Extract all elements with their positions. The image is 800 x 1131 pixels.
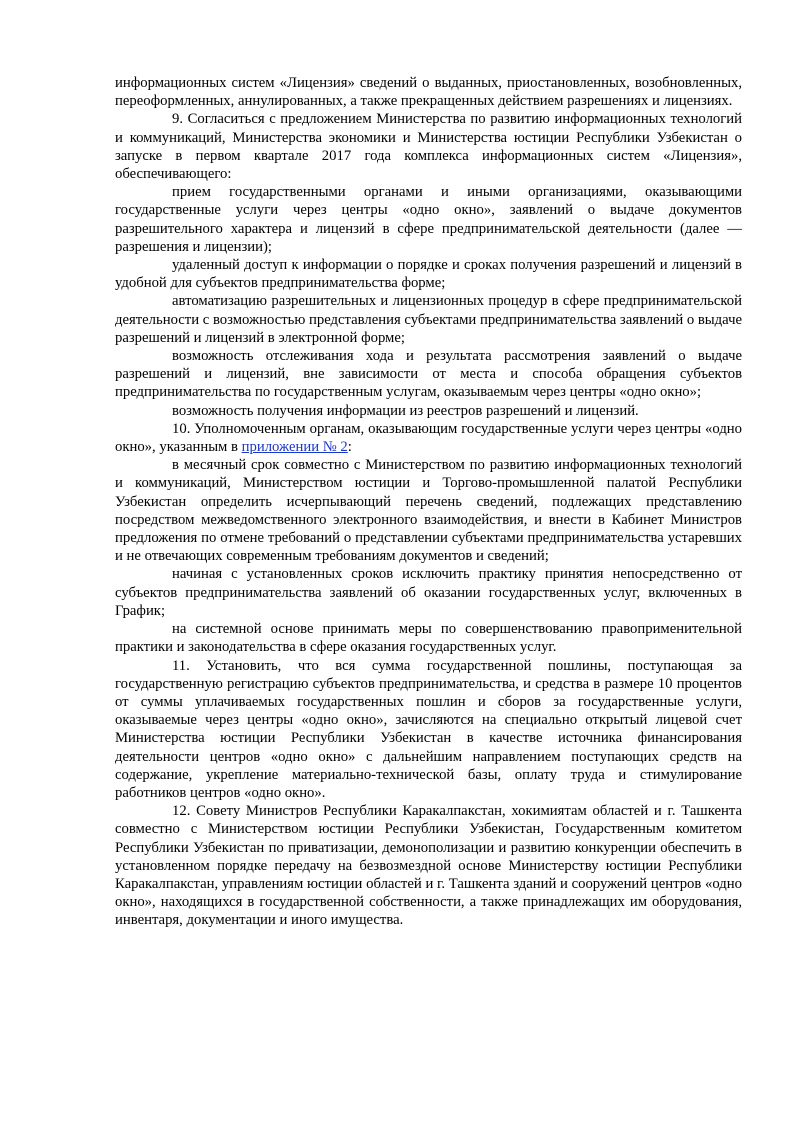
paragraph-item-10 bbox=[115, 420, 742, 456]
subparagraph-systematic-measures: на системной основе принимать меры по совершенствованию правоприменительной практики и законодательства в сфере оказания государственных услуг. bbox=[115, 621, 742, 656]
document-page bbox=[115, 74, 742, 930]
item-10-text-after: : bbox=[347, 439, 352, 456]
paragraph-item-9: 9. Согласиться с предложением Министерства по развитию информационных технологий и коммуникаций, Министерства экономики и Министерства юстиции Республики Узбекистан о запуске в первом квартале 2017 года комплекса информационных систем «Лицензия», обеспечивающего: bbox=[115, 111, 742, 183]
paragraph-continuation: информационных систем «Лицензия» сведений о выданных, приостановленных, возобновленных, переоформленных, аннулированных, а также прекращенных действием разрешениях и лицензиях. bbox=[115, 75, 742, 110]
subparagraph-reception: прием государственными органами и иными организациями, оказывающими государственные услуги через центры «одно окно», заявлений о выдаче документов разрешительного характера и лицензий в сфере предпринимательской деятельности (далее — разрешения и лицензии); bbox=[115, 184, 742, 255]
subparagraph-tracking: возможность отслеживания хода и результата рассмотрения заявлений о выдаче разрешений и лицензий, вне зависимости от места и способа обращения субъектов предпринимательства по государственным услугам, оказываемым через центры «одно окно»; bbox=[115, 348, 742, 401]
paragraph-item-12: 12. Совету Министров Республики Каракалпакстан, хокимиятам областей и г. Ташкента совместно с Министерством юстиции Республики Узбекистан, Государственным комитетом Республики Узбекистан по приватизации, демонополизации и развитию конкуренции обеспечить в установленном порядке передачу на безвозмездной основе Министерству юстиции Республики Каракалпакстан, управлениям юстиции областей и г. Ташкента зданий и сооружений центров «одно окно», находящихся в государственной собственности, а также принадлежащих им оборудования, инвентаря, документации и иного имущества. bbox=[115, 803, 742, 929]
appendix-2-link[interactable]: приложении № 2 bbox=[241, 439, 348, 456]
paragraph-item-11: 11. Установить, что вся сумма государственной пошлины, поступающая за государственную регистрацию субъектов предпринимательства, и средства в размере 10 процентов от суммы уплачиваемых государственных пошлин и сборов за государственные услуги, оказываемые через центры «одно окно», зачисляются на специально открытый лицевой счет Министерства юстиции Республики Узбекистан в качестве источника финансирования деятельности центров «одно окно» с дальнейшим направлением поступающих средств на содержание, укрепление материально-технической базы, оплату труда и стимулирование работников центров «одно окно». bbox=[115, 657, 742, 801]
subparagraph-registry-info: возможность получения информации из реестров разрешений и лицензий. bbox=[172, 402, 639, 419]
subparagraph-remote-access: удаленный доступ к информации о порядке и сроках получения разрешений и лицензий в удобной для субъектов предпринимательства форме; bbox=[115, 257, 742, 292]
subparagraph-monthly-deadline: в месячный срок совместно с Министерством по развитию информационных технологий и коммуникаций, Министерством юстиции и Торгово-промышленной палатой Республики Узбекистан определить исчерпывающий перечень сведений, подлежащих представлению посредством межведомственного электронного взаимодействия, и внести в Кабинет Министров предложения по отмене требований о представлении субъектами предпринимательства устаревших и не отвечающих современным требованиям документов и сведений; bbox=[115, 457, 742, 565]
subparagraph-exclude-practice: начиная с установленных сроков исключить практику принятия непосредственно от субъектов предпринимательства заявлений об оказании государственных услуг, включенных в График; bbox=[115, 566, 742, 619]
item-10-text-before: 10. Уполномоченным органам, оказывающим государственные услуги через центры «одно окно», указанным в bbox=[115, 420, 742, 456]
subparagraph-automation: автоматизацию разрешительных и лицензионных процедур в сфере предпринимательской деятельности с возможностью представления субъектами предпринимательства заявлений о выдаче разрешений и лицензий в электронной форме; bbox=[115, 293, 742, 346]
